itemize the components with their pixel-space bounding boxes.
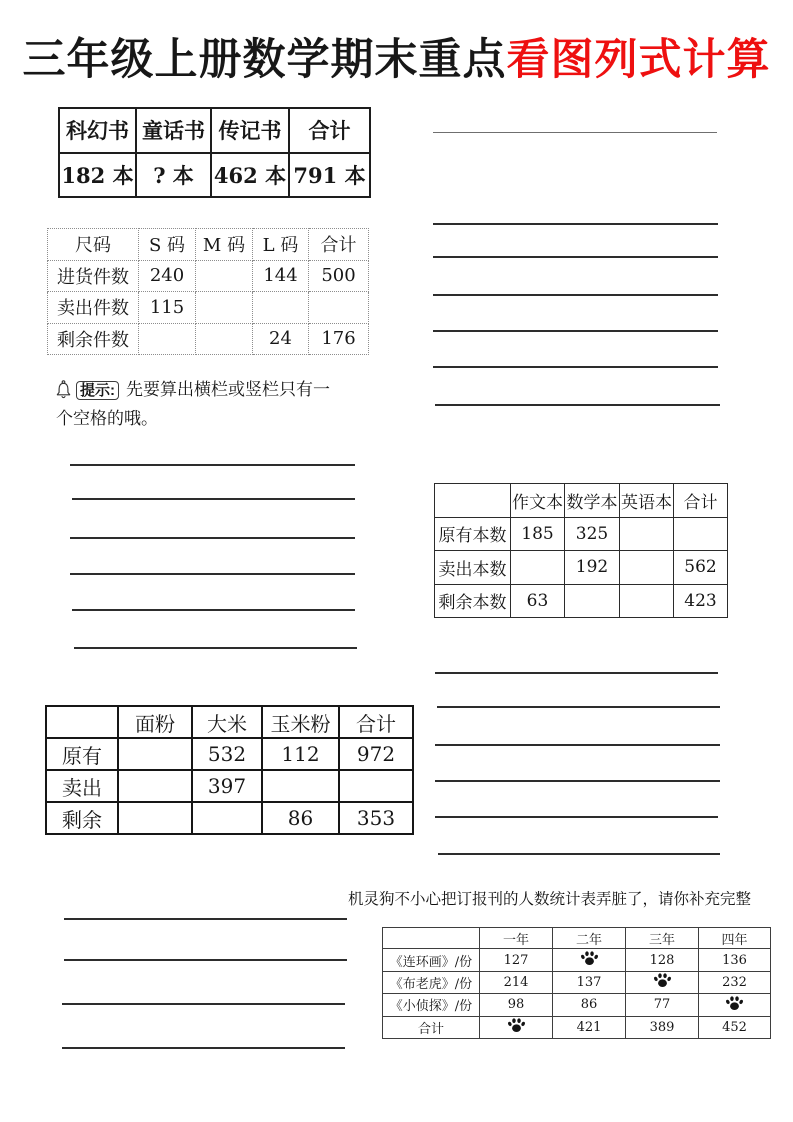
answer-line: [433, 366, 718, 368]
data-cell: [196, 323, 253, 355]
data-cell: 421: [553, 1016, 626, 1038]
data-cell: 972: [339, 738, 413, 770]
row-label-cell: 《连环画》/份: [383, 949, 480, 971]
data-cell: 214: [480, 971, 553, 993]
table-row: [383, 1016, 771, 1038]
answer-line: [64, 959, 347, 961]
paw-print-icon: [653, 972, 672, 988]
table-row: [59, 153, 370, 198]
header-cell: 合计: [309, 229, 369, 261]
data-cell: 128: [626, 949, 699, 971]
table-row: [48, 260, 369, 292]
data-cell: 452: [699, 1016, 771, 1038]
table-row: [435, 584, 728, 618]
table-row: [48, 323, 369, 355]
bell-icon: [56, 380, 71, 399]
answer-line: [72, 609, 355, 611]
answer-line: [435, 672, 718, 674]
data-cell: [309, 292, 369, 324]
row-label-cell: 合计: [383, 1016, 480, 1038]
row-label-cell: 剩余: [46, 802, 118, 834]
data-cell: 86: [553, 994, 626, 1016]
corner-cell: 尺码: [48, 229, 139, 261]
data-cell: [139, 323, 196, 355]
data-cell: [674, 517, 728, 551]
table-row: [383, 971, 771, 993]
value-cell: 462 本: [211, 153, 289, 198]
table-row: [435, 517, 728, 551]
header-cell: 四年: [699, 928, 771, 949]
corner-cell: [435, 484, 511, 518]
data-cell: 500: [309, 260, 369, 292]
row-label-cell: 《布老虎》/份: [383, 971, 480, 993]
answer-line: [62, 1003, 345, 1005]
data-cell: [192, 802, 262, 834]
row-label-cell: 原有: [46, 738, 118, 770]
answer-line: [433, 132, 717, 133]
page-title-main: 三年级上册数学期末重点: [22, 36, 507, 84]
header-cell: M 码: [196, 229, 253, 261]
data-cell: 127: [480, 949, 553, 971]
page-title: [0, 26, 793, 87]
grains-table: [45, 705, 414, 835]
answer-line: [70, 573, 355, 575]
row-label-cell: 卖出: [46, 770, 118, 802]
header-cell: 传记书: [211, 108, 289, 153]
data-cell: [339, 770, 413, 802]
data-cell: [118, 770, 192, 802]
hint-text-line2: 个空格的哦。: [56, 409, 158, 429]
data-cell: 240: [139, 260, 196, 292]
table-row: [383, 994, 771, 1016]
row-label-cell: 卖出本数: [435, 551, 511, 585]
paw-print-icon: [725, 995, 744, 1011]
header-cell: L 码: [253, 229, 309, 261]
data-cell: [620, 551, 674, 585]
answer-line: [74, 647, 357, 649]
header-cell: 三年: [626, 928, 699, 949]
answer-line: [435, 404, 720, 406]
data-cell: [626, 971, 699, 993]
data-cell: [699, 994, 771, 1016]
data-cell: 532: [192, 738, 262, 770]
data-cell: [565, 584, 620, 618]
data-cell: 389: [626, 1016, 699, 1038]
table-row: [46, 802, 413, 834]
row-label-cell: 进货件数: [48, 260, 139, 292]
table-header-row: [435, 484, 728, 518]
answer-line: [62, 1047, 345, 1049]
row-label-cell: 剩余本数: [435, 584, 511, 618]
data-cell: 562: [674, 551, 728, 585]
data-cell: [480, 1016, 553, 1038]
table-header-row: [46, 706, 413, 738]
header-cell: 童话书: [136, 108, 211, 153]
paw-print-icon: [580, 950, 599, 966]
data-cell: [253, 292, 309, 324]
answer-line: [435, 744, 720, 746]
data-cell: 136: [699, 949, 771, 971]
value-cell: ? 本: [136, 153, 211, 198]
row-label-cell: 原有本数: [435, 517, 511, 551]
data-cell: 192: [565, 551, 620, 585]
data-cell: 86: [262, 802, 339, 834]
data-cell: 63: [511, 584, 565, 618]
header-cell: 合计: [289, 108, 370, 153]
data-cell: 232: [699, 971, 771, 993]
data-cell: 24: [253, 323, 309, 355]
answer-line: [438, 853, 720, 855]
table-row: [46, 738, 413, 770]
table-row: [383, 949, 771, 971]
row-label-cell: 卖出件数: [48, 292, 139, 324]
notebooks-table: [434, 483, 728, 618]
data-cell: 423: [674, 584, 728, 618]
corner-cell: [383, 928, 480, 949]
header-cell: 大米: [192, 706, 262, 738]
data-cell: [620, 584, 674, 618]
table-header-row: [383, 928, 771, 949]
table-row: [46, 770, 413, 802]
data-cell: 397: [192, 770, 262, 802]
value-cell: 791 本: [289, 153, 370, 198]
data-cell: [262, 770, 339, 802]
data-cell: [620, 517, 674, 551]
answer-line: [433, 294, 718, 296]
answer-line: [437, 706, 720, 708]
header-cell: 玉米粉: [262, 706, 339, 738]
page-title-highlight: 看图列式计算: [506, 36, 771, 84]
header-cell: 数学本: [565, 484, 620, 518]
header-cell: 科幻书: [59, 108, 136, 153]
data-cell: 77: [626, 994, 699, 1016]
data-cell: [553, 949, 626, 971]
header-cell: 面粉: [118, 706, 192, 738]
data-cell: 325: [565, 517, 620, 551]
data-cell: 115: [139, 292, 196, 324]
header-cell: 合计: [339, 706, 413, 738]
sizes-table: [47, 228, 369, 355]
header-cell: 一年: [480, 928, 553, 949]
data-cell: 137: [553, 971, 626, 993]
books-table: [58, 107, 371, 198]
answer-line: [435, 780, 720, 782]
answer-line: [435, 816, 718, 818]
answer-line: [433, 330, 718, 332]
data-cell: 185: [511, 517, 565, 551]
header-cell: 作文本: [511, 484, 565, 518]
data-cell: 98: [480, 994, 553, 1016]
value-cell: 182 本: [59, 153, 136, 198]
table-row: [48, 292, 369, 324]
data-cell: 144: [253, 260, 309, 292]
answer-line: [433, 223, 718, 225]
answer-line: [72, 498, 355, 500]
answer-line: [64, 918, 347, 920]
answer-line: [433, 256, 718, 258]
data-cell: 176: [309, 323, 369, 355]
newspapers-table: [382, 927, 771, 1039]
header-cell: 合计: [674, 484, 728, 518]
data-cell: [196, 292, 253, 324]
header-cell: 英语本: [620, 484, 674, 518]
header-cell: S 码: [139, 229, 196, 261]
header-cell: 二年: [553, 928, 626, 949]
data-cell: [511, 551, 565, 585]
answer-line: [70, 464, 355, 466]
data-cell: [118, 738, 192, 770]
table-header-row: [59, 108, 370, 153]
hint-label: 提示:: [76, 381, 119, 400]
data-cell: 112: [262, 738, 339, 770]
table-header-row: [48, 229, 369, 261]
hint-text-line1: 先要算出横栏或竖栏只有一: [126, 380, 330, 400]
corner-cell: [46, 706, 118, 738]
data-cell: [196, 260, 253, 292]
row-label-cell: 《小侦探》/份: [383, 994, 480, 1016]
data-cell: [118, 802, 192, 834]
hint-note: [56, 376, 398, 434]
row-label-cell: 剩余件数: [48, 323, 139, 355]
answer-line: [70, 537, 355, 539]
newspaper-task-text: 机灵狗不小心把订报刊的人数统计表弄脏了，请你补充完整: [348, 891, 752, 908]
paw-print-icon: [507, 1017, 526, 1033]
data-cell: 353: [339, 802, 413, 834]
table-row: [435, 551, 728, 585]
